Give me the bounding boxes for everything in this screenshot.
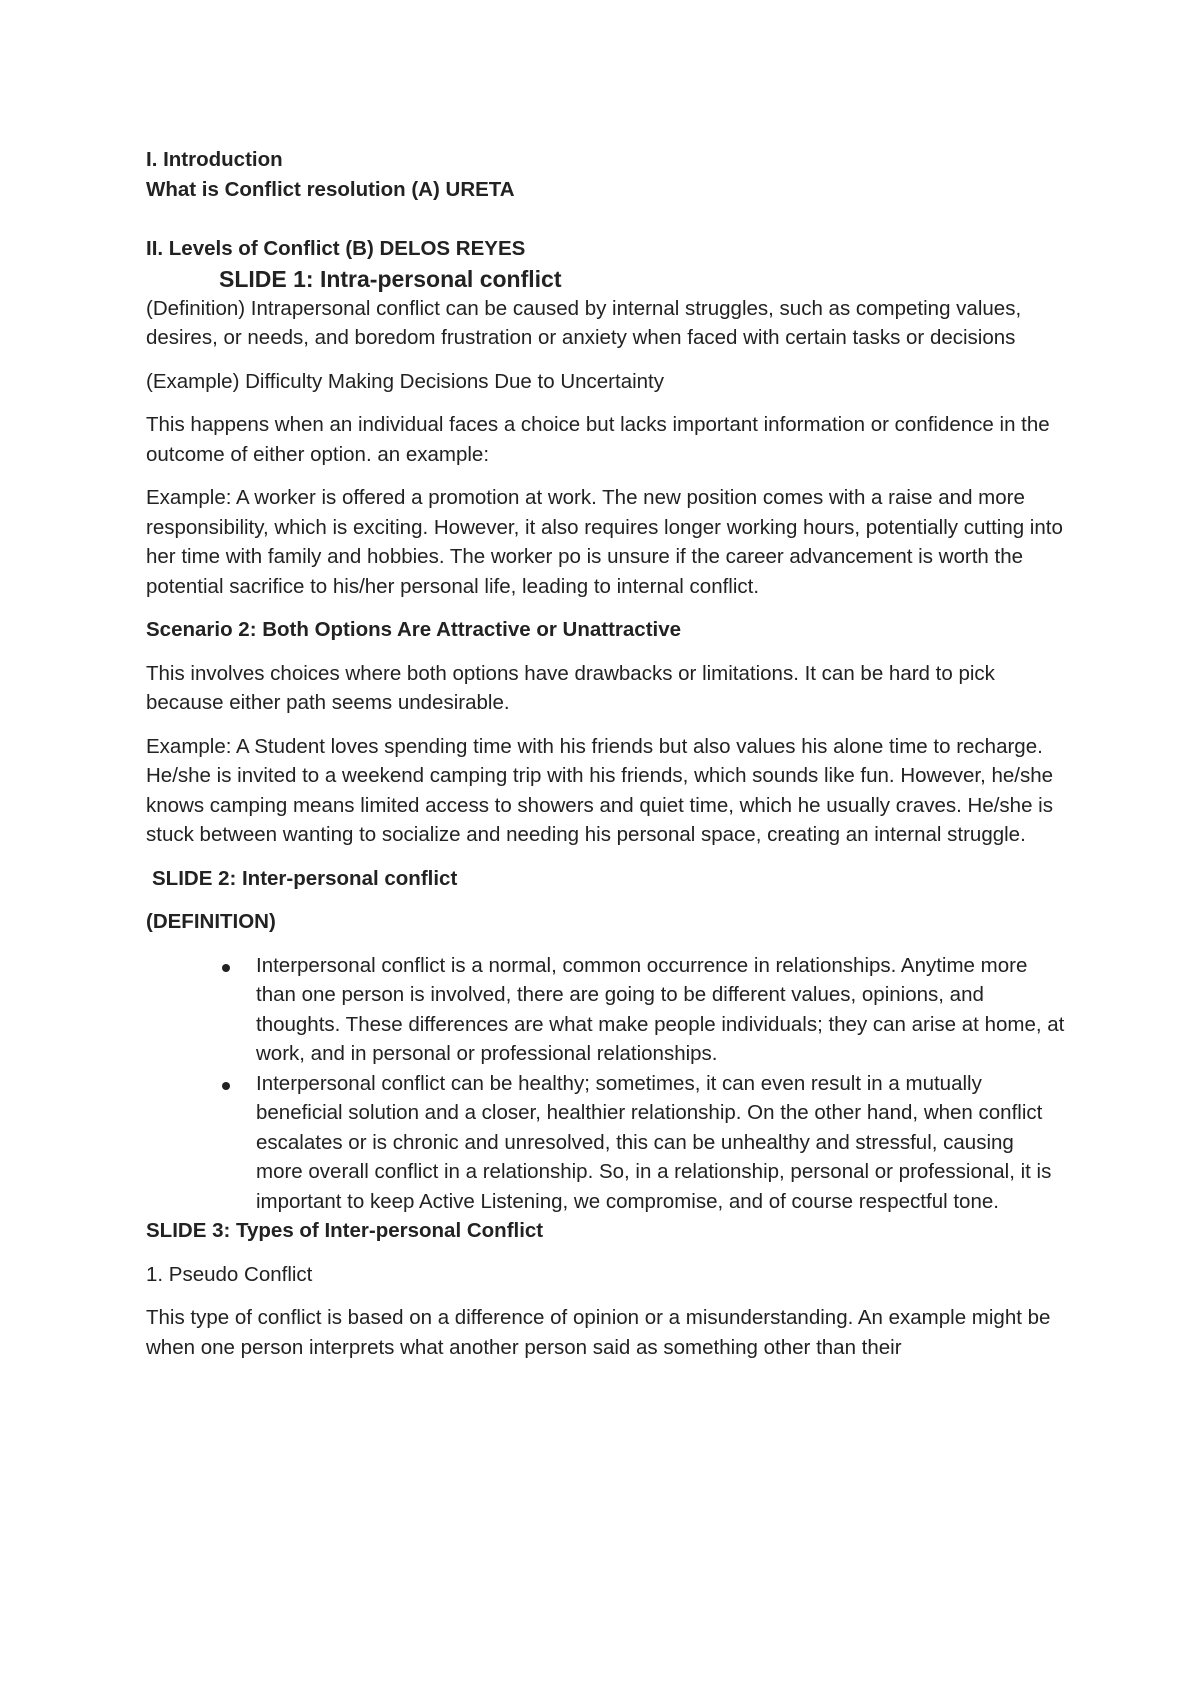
slide1-title: SLIDE 1: Intra-personal conflict [219, 265, 562, 292]
document-page [146, 145, 1066, 1362]
slide1-happens-paragraph: This happens when an individual faces a choice but lacks important information or confidence in the outcome of either option. an example: [146, 413, 1050, 466]
slide1-definition: (Definition) Intrapersonal conflict can be caused by internal struggles, such as competing values, desires, or needs, and boredom frustration or anxiety when faced with certain tasks or decisions [146, 296, 1022, 349]
bullet-icon [222, 964, 230, 972]
slide2-bullet-list [146, 951, 1066, 1217]
slide1-example-paragraph: Example: A worker is offered a promotion at work. The new position comes with a raise and more responsibility, which is exciting. However, it also requires longer working hours, potentially cutting into her time with family and hobbies. The worker po is unsure if the career advancement is worth the potential sacrifice to his/her personal life, leading to internal conflict. [146, 486, 1063, 598]
scenario2-title: Scenario 2: Both Options Are Attractive or Unattractive [146, 618, 682, 641]
heading-levels-of-conflict: II. Levels of Conflict (B) DELOS REYES [146, 237, 526, 260]
scenario2-description: This involves choices where both options have drawbacks or limitations. It can be hard to pick because either path seems undesirable. [146, 661, 995, 714]
pseudo-conflict-title: 1. Pseudo Conflict [146, 1262, 313, 1286]
list-item [146, 951, 1066, 1069]
heading-what-is-conflict-resolution: What is Conflict resolution (A) URETA [146, 177, 515, 201]
slide2-definition-label: (DEFINITION) [146, 910, 276, 933]
bullet-icon [222, 1082, 230, 1090]
heading-introduction: I. Introduction [146, 148, 283, 171]
bullet-text: Interpersonal conflict is a normal, common occurrence in relationships. Anytime more than one person is involved, there are going to be different values, opinions, and thoughts. These differences are what make people individuals; they can arise at home, at work, and in personal or professional relationships. [256, 953, 1065, 1065]
slide1-example-title: (Example) Difficulty Making Decisions Due to Uncertainty [146, 369, 665, 393]
slide2-title: SLIDE 2: Inter-personal conflict [152, 866, 458, 890]
list-item [146, 1069, 1066, 1217]
pseudo-conflict-description: This type of conflict is based on a difference of opinion or a misunderstanding. An example might be when one person interprets what another person said as something other than their [146, 1306, 1051, 1359]
slide3-title: SLIDE 3: Types of Inter-personal Conflict [146, 1219, 544, 1242]
scenario2-example: Example: A Student loves spending time with his friends but also values his alone time to recharge. He/she is invited to a weekend camping trip with his friends, which sounds like fun. However, he/she knows camping means limited access to showers and quiet time, which he usually craves. He/she is stuck between wanting to socialize and needing his personal space, creating an internal struggle. [146, 734, 1054, 846]
bullet-text: Interpersonal conflict can be healthy; sometimes, it can even result in a mutually beneficial solution and a closer, healthier relationship. On the other hand, when conflict escalates or is chronic and unresolved, this can be unhealthy and stressful, causing more overall conflict in a relationship. So, in a relationship, personal or professional, it is important to keep Active Listening, we compromise, and of course respectful tone. [256, 1071, 1052, 1213]
